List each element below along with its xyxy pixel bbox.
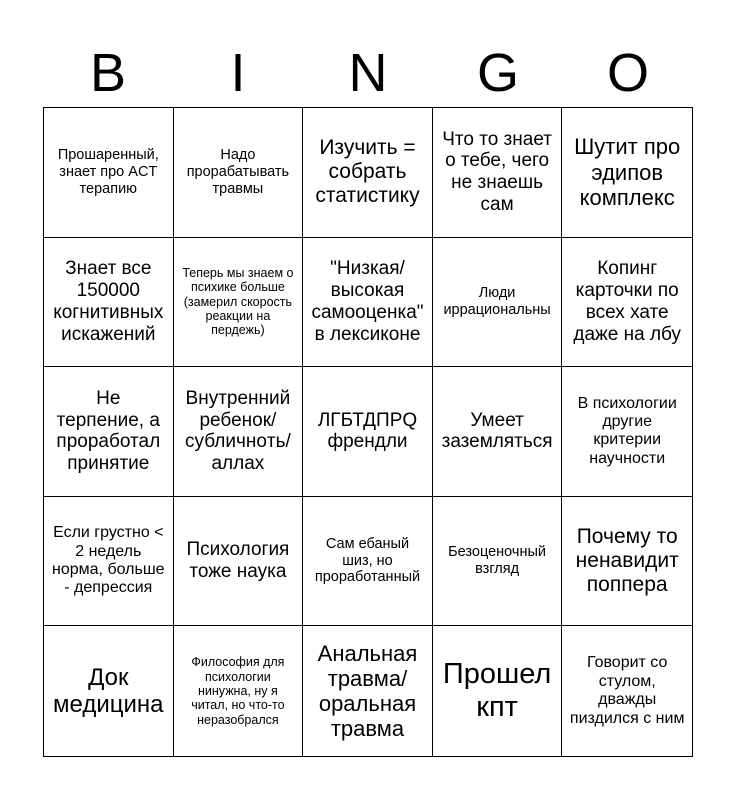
bingo-cell-4-3[interactable]: Сам ебаный шиз, но проработанный [303,497,433,627]
bingo-cell-5-1[interactable]: Док медицина [44,626,174,756]
bingo-cell-1-4[interactable]: Что то знает о тебе, чего не знаешь сам [433,108,563,238]
header-letter-b: B [89,43,127,103]
bingo-cell-5-4[interactable]: Прошел кпт [433,626,563,756]
bingo-cell-2-2[interactable]: Теперь мы знаем о психике больше (замерил скорость реакции на пердежь) [174,238,304,368]
bingo-cell-3-3[interactable]: ЛГБТДПРQ френдли [303,367,433,497]
bingo-cell-5-3[interactable]: Анальная травма/ оральная травма [303,626,433,756]
bingo-cell-4-1[interactable]: Если грустно < 2 недель норма, больше - депрессия [44,497,174,627]
bingo-cell-2-1[interactable]: Знает все 150000 когнитивных искажений [44,238,174,368]
bingo-cell-3-1[interactable]: Не терпение, а проработал принятие [44,367,174,497]
bingo-cell-2-4[interactable]: Люди иррациональны [433,238,563,368]
bingo-cell-1-3[interactable]: Изучить = собрать статистику [303,108,433,238]
bingo-cell-2-3[interactable]: "Низкая/ высокая самооценка" в лексиконе [303,238,433,368]
bingo-cell-5-5[interactable]: Говорит со стулом, дважды пиздился с ним [569,654,685,727]
bingo-grid [43,107,693,757]
bingo-header [43,42,693,104]
bingo-cell-3-5[interactable]: В психологии другие критерии научности [562,367,692,497]
bingo-cell-3-2[interactable]: Внутренний ребенок/ субличнoть/ аллах [174,367,304,497]
bingo-cell-5-2[interactable]: Философия для психологии нинужна, ну я читал, но что-то неразобрался [174,626,304,756]
bingo-cell-1-2[interactable]: Надо прорабатывать травмы [174,108,304,238]
header-letter-n: N [348,43,388,103]
bingo-cell-4-4[interactable]: Безоценочный взгляд [433,497,563,627]
bingo-cell-3-4[interactable]: Умеет заземляться [433,367,563,497]
bingo-cell-2-5[interactable]: Копинг карточки по всех хате даже на лбу [562,238,692,368]
bingo-cell-1-1[interactable]: Прошаренный, знает про ACT терапию [44,108,174,238]
bingo-cell-4-2[interactable]: Психология тоже наука [174,497,304,627]
header-letter-o: O [606,43,649,103]
bingo-cell-4-5[interactable]: Почему то ненавидит поппера [562,497,692,627]
header-letter-g: G [476,43,519,103]
bingo-cell-1-5[interactable]: Шутит про эдипов комплекс [562,108,692,238]
header-letter-i: I [230,43,246,103]
